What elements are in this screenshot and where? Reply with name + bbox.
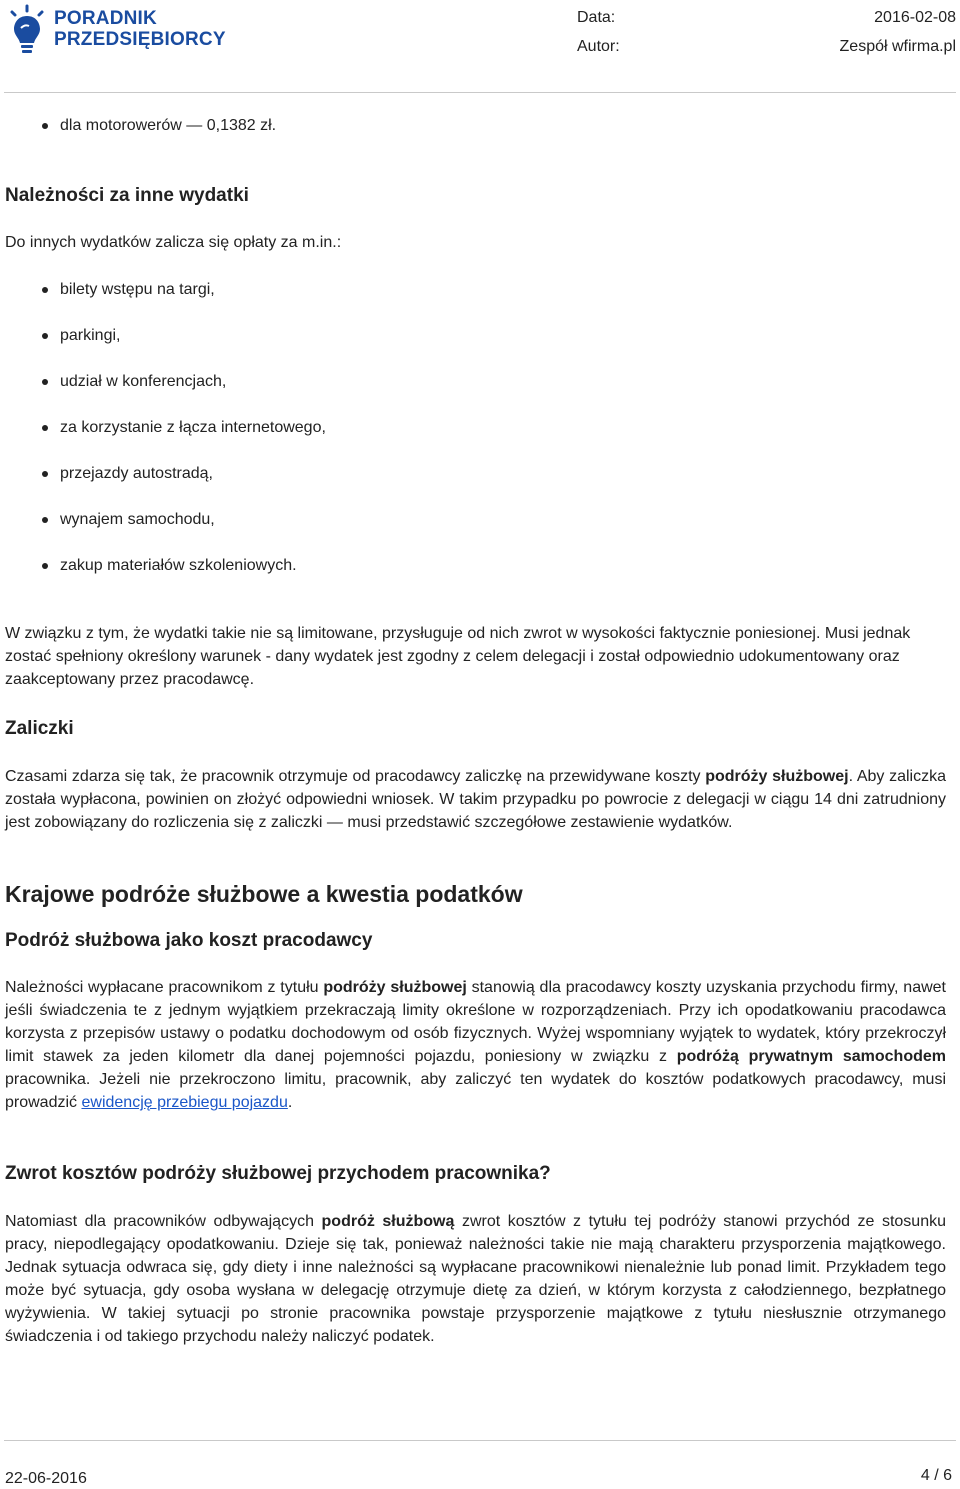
- bullet-icon: [42, 517, 48, 523]
- article-title: Krajowe podróże służbowe a kwestia podatków: [5, 881, 523, 907]
- bullet-icon: [42, 287, 48, 293]
- header-divider: [4, 92, 956, 93]
- meta-labels: [577, 3, 620, 61]
- list-item: przejazdy autostradą,: [5, 462, 946, 485]
- expenses-list: [5, 278, 946, 577]
- bold-term: podróż służbową: [321, 1213, 455, 1230]
- meta-values: [840, 3, 956, 61]
- bullet-icon: [42, 563, 48, 569]
- lightbulb-icon: [6, 4, 50, 54]
- page-header: [0, 0, 960, 92]
- date-value: 2016-02-08: [874, 9, 956, 26]
- section-heading: Zwrot kosztów podróży służbowej przychodem pracownika?: [5, 1163, 551, 1184]
- list-item: za korzystanie z łącza internetowego,: [5, 416, 946, 439]
- bold-term: podróżą prywatnym samochodem: [676, 1048, 946, 1065]
- list-item: parkingi,: [5, 324, 946, 347]
- section-heading: Zaliczki: [5, 718, 74, 739]
- section-intro: Do innych wydatków zalicza się opłaty za m.in.:: [5, 234, 342, 251]
- footer-divider: [4, 1440, 956, 1441]
- date-label: Data:: [577, 9, 616, 26]
- paragraph: W związku z tym, że wydatki takie nie są limitowane, przysługuje od nich zwrot w wysokości faktycznie poniesionej. Musi jednak zostać spełniony określony warunek - dany wydatek jest zgodny z celem delegacji i został odpowiednio udokumentowany oraz zaakceptowany przez pracodawcę.: [5, 625, 911, 688]
- bullet-icon: [42, 425, 48, 431]
- list-item: udział w konferencjach,: [5, 370, 946, 393]
- footer-date: 22-06-2016: [5, 1470, 87, 1487]
- mileage-log-link[interactable]: ewidencję przebiegu pojazdu: [81, 1094, 288, 1111]
- bullet-icon: [42, 123, 48, 129]
- logo-line-2: PRZEDSIĘBIORCY: [54, 29, 226, 50]
- list-item: dla motorowerów — 0,1382 zł.: [5, 114, 946, 137]
- paragraph: Czasami zdarza się tak, że pracownik otrzymuje od pracodawcy zaliczkę na przewidywane koszty podróży służbowej. Aby zaliczka została wypłacona, powinien on złożyć odpowiedni wniosek. W takim przypadku po powrocie z delegacji w ciągu 14 dni zatrudniony jest zobowiązany do rozliczenia się z zaliczki — musi przedstawić szczegółowe zestawienie wydatków.: [5, 768, 946, 831]
- section-heading: Należności za inne wydatki: [5, 185, 249, 206]
- author-label: Autor:: [577, 38, 620, 55]
- list-item: zakup materiałów szkoleniowych.: [5, 554, 946, 577]
- page-number: 4 / 6: [920, 1467, 952, 1484]
- list-item: wynajem samochodu,: [5, 508, 946, 531]
- section-subtitle: Podróż służbowa jako koszt pracodawcy: [5, 930, 373, 951]
- bold-term: podróży służbowej: [705, 768, 849, 785]
- bullet-icon: [42, 379, 48, 385]
- bold-term: podróży służbowej: [323, 979, 467, 996]
- bullet-icon: [42, 471, 48, 477]
- list-item: bilety wstępu na targi,: [5, 278, 946, 301]
- paragraph: Należności wypłacane pracownikom z tytułu podróży służbowej stanowią dla pracodawcy koszty uzyskania przychodu firmy, nawet jeśli świadczenia te z jednym wyjątkiem przekraczają limity określone w rozporządzeniach. Przy ich opodatkowaniu pracodawca korzysta z przepisów ustawy o podatku dochodowym od osób fizycznych. Wyżej wspomniany wyjątek to wydatek, który przekroczył limit stawek za jeden kilometr dla danej pojemności pojazdu, poniesiony w związku z podróżą prywatnym samochodem pracownika. Jeżeli nie przekroczono limitu, pracownik, aby zaliczyć ten wydatek do kosztów podatkowych pracodawcy, musi prowadzić ewidencję przebiegu pojazdu.: [5, 979, 946, 1111]
- logo-line-1: PORADNIK: [54, 8, 157, 29]
- list-continued: [5, 114, 946, 137]
- author-value: Zespół wfirma.pl: [839, 38, 956, 55]
- logo: [6, 4, 226, 56]
- logo-text: [54, 8, 226, 50]
- paragraph: Natomiast dla pracowników odbywających podróż służbową zwrot kosztów z tytułu tej podróży stanowi przychód ze stosunku pracy, niepodlegający opodatkowaniu. Dzieje się tak, ponieważ należności takie nie mają charakteru przysporzenia majątkowego. Jednak sytuacja odwraca się, gdy diety i inne należności są wypłacane pracownikowi nienależnie lub ponad limit. Przykładem tego może być sytuacja, gdy osoba wysłana w delegację otrzymuje dietę za dzień, w którym korzysta z całodziennego, bezpłatnego wyżywienia. W takiej sytuacji po stronie pracownika powstaje przysporzenie majątkowe z tytułu niesłusznie otrzymanego świadczenia i od takiego przychodu należy naliczyć podatek.: [5, 1213, 947, 1345]
- bullet-icon: [42, 333, 48, 339]
